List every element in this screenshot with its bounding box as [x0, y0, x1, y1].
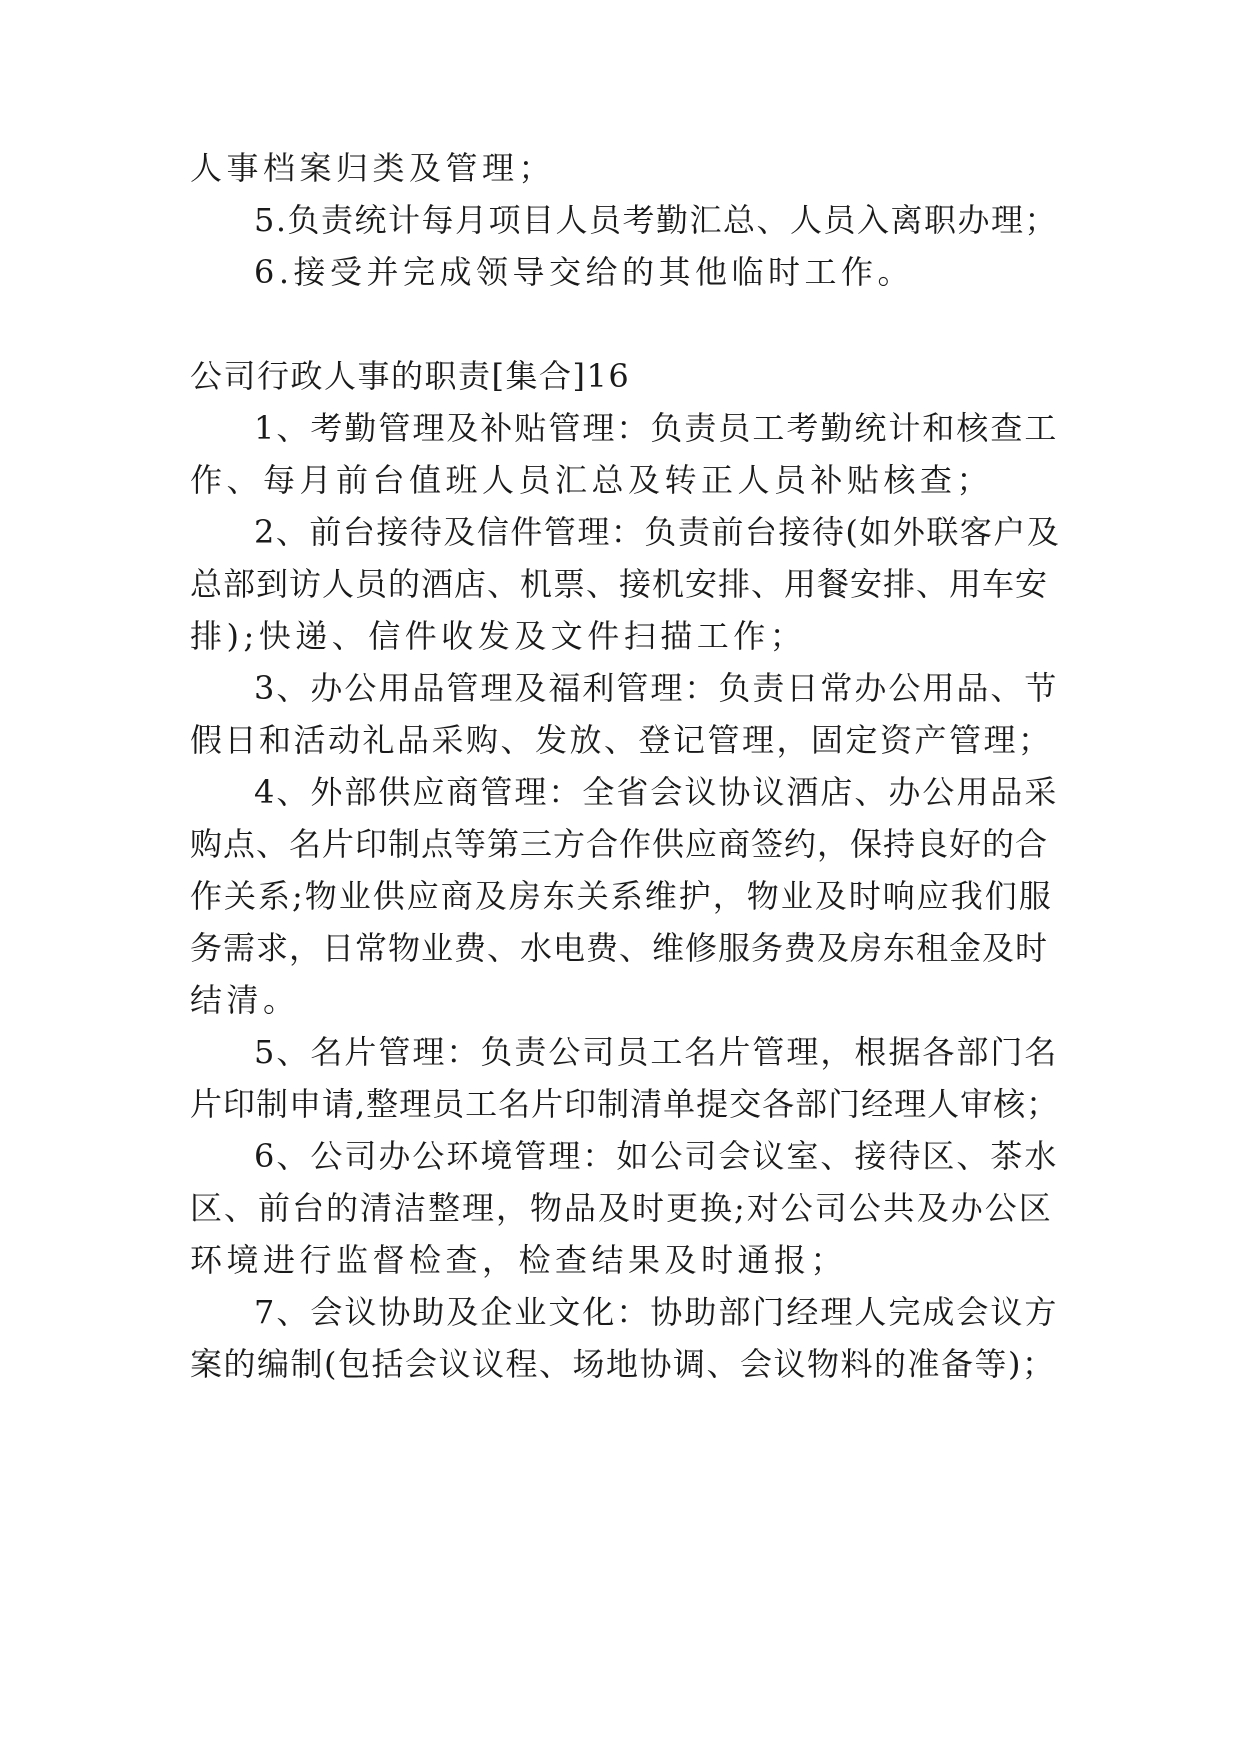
- text-line: 排);快递、信件收发及文件扫描工作；: [190, 617, 807, 655]
- text-line: 务需求，日常物业费、水电费、维修服务费及房东租金及时: [190, 929, 1049, 967]
- text-line: 案的编制(包括会议议程、场地协调、会议物料的准备等)；: [190, 1345, 1056, 1383]
- list-item: 5、名片管理：负责公司员工名片管理，根据各部门名: [254, 1033, 1059, 1071]
- list-item: 7、会议协助及企业文化：协助部门经理人完成会议方: [254, 1293, 1059, 1331]
- text-line: 片印制申请,整理员工名片印制清单提交各部门经理人审核；: [190, 1085, 1060, 1123]
- text-line: 假日和活动礼品采购、发放、登记管理，固定资产管理；: [190, 721, 1053, 759]
- text-line: 环境进行监督检查，检查结果及时通报；: [190, 1241, 848, 1279]
- text-line: 总部到访人员的酒店、机票、接机安排、用餐安排、用车安: [190, 565, 1049, 603]
- list-item: 2、前台接待及信件管理：负责前台接待(如外联客户及: [254, 513, 1061, 551]
- list-item: 3、办公用品管理及福利管理：负责日常办公用品、节: [254, 669, 1059, 707]
- list-item: 6、公司办公环境管理：如公司会议室、接待区、茶水: [254, 1137, 1059, 1175]
- text-line: 结清。: [190, 981, 300, 1019]
- text-line: 区、前台的清洁整理，物品及时更换;对公司公共及办公区: [190, 1189, 1053, 1227]
- list-item: 6.接受并完成领导交给的其他临时工作。: [254, 253, 915, 291]
- text-line: 作关系;物业供应商及房东关系维护，物业及时响应我们服: [190, 877, 1053, 915]
- section-heading: 公司行政人事的职责[集合]16: [190, 357, 631, 395]
- list-item: 1、考勤管理及补贴管理：负责员工考勤统计和核查工: [254, 409, 1059, 447]
- text-line: 人事档案归类及管理；: [190, 149, 556, 187]
- list-item: 5.负责统计每月项目人员考勤汇总、人员入离职办理；: [254, 201, 1059, 239]
- text-line: 购点、名片印制点等第三方合作供应商签约，保持良好的合: [190, 825, 1049, 863]
- list-item: 4、外部供应商管理：全省会议协议酒店、办公用品采: [254, 773, 1059, 811]
- text-line: 作、每月前台值班人员汇总及转正人员补贴核查；: [190, 461, 994, 499]
